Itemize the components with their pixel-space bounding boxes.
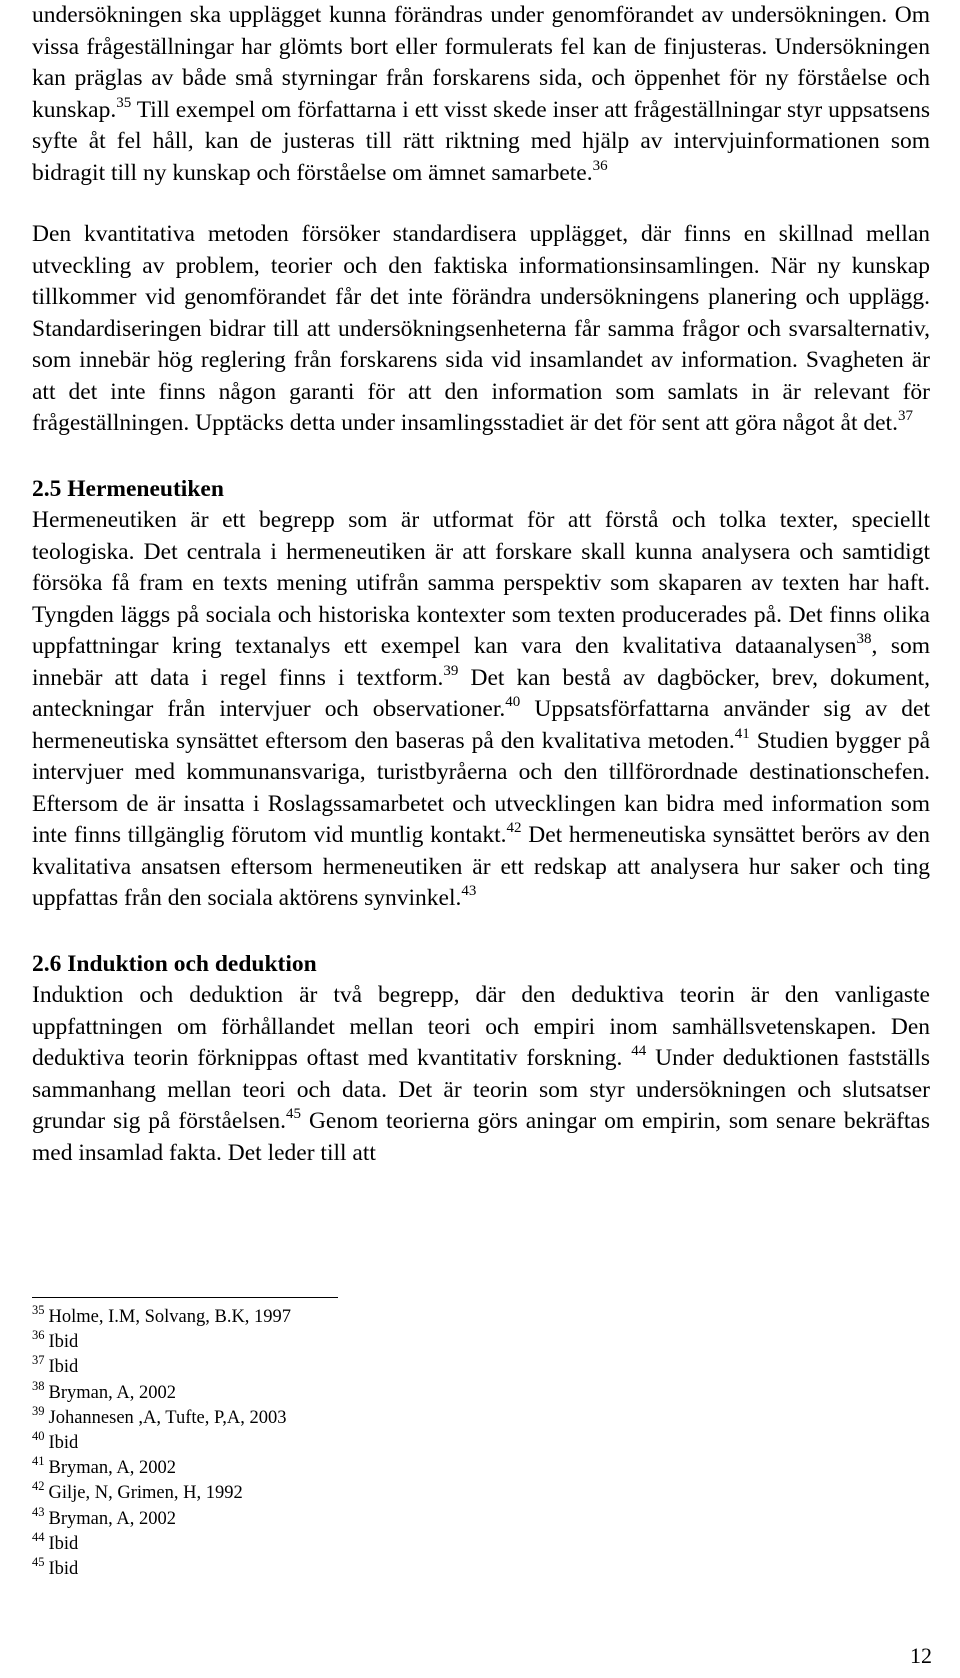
paragraph-quantitative-method	[32, 219, 930, 440]
paragraph-method-flexibility	[32, 0, 930, 189]
paragraph-text: Under deduktionen fastställs sammanhang mellan teori och data. Det är teorin som styr undersökningen och slutsatser grundar sig på förståelsen.	[32, 1045, 930, 1134]
paragraph-text: Hermeneutiken är ett begrepp som är utformat för att förstå och tolka texter, speciellt teologiska. Det centrala i hermeneutiken är att forskare skall kunna analysera och samtidigt försöka få fram en texts mening utifrån samma perspektiv som skaparen av texten har haft. Tyngden läggs på sociala och historiska kontexter som texten producerades på. Det finns olika uppfattningar kring textanalys ett exempel kan vara den kvalitativa dataanalysen	[32, 507, 930, 659]
footnote-number: 36	[32, 1328, 45, 1343]
footnote-number: 41	[32, 1454, 45, 1469]
footnote-list	[32, 1305, 632, 1582]
footnote-reference: 43	[461, 883, 477, 899]
footnote-number: 39	[32, 1403, 45, 1418]
footnote-reference: 45	[286, 1106, 302, 1122]
footnote	[32, 1456, 632, 1481]
footnote	[32, 1355, 632, 1380]
footnote-text: Ibid	[48, 1433, 79, 1454]
footnote-number: 42	[32, 1479, 45, 1494]
footnote-number: 44	[32, 1529, 45, 1544]
footnote-reference: 37	[897, 408, 913, 424]
page-number: 12	[910, 1643, 932, 1668]
footnote-number: 43	[32, 1504, 45, 1519]
paragraph-induction-deduction	[32, 980, 930, 1169]
footnote-reference: 42	[506, 820, 522, 836]
footnote-reference: 36	[592, 157, 608, 174]
section-heading-hermeneutics: 2.5 Hermeneutiken	[32, 475, 224, 502]
footnote	[32, 1504, 632, 1532]
footnote	[32, 1378, 632, 1406]
paragraph-text: Genom teorierna görs aningar om empirin, som senare bekräftas med insamlad fakta. Det leder till att	[32, 1108, 931, 1166]
paragraph-hermeneutics	[32, 505, 930, 915]
footnote-reference: 35	[116, 94, 132, 111]
page-content	[32, 0, 930, 1169]
footnote-number: 45	[32, 1555, 45, 1570]
footnote-separator	[32, 1297, 338, 1298]
footnote	[32, 1529, 632, 1557]
footnote-number: 40	[32, 1429, 45, 1444]
footnote-text: Ibid	[48, 1559, 79, 1580]
paragraph-text: Studien bygger på intervjuer med kommunansvariga, turistbyråerna och den tillförordnade destinationschefen. Eftersom de är insatta i Roslagssamarbetet och utvecklingen kan bidra med information som inte finns tillgänglig förutom vid muntlig kontakt.	[32, 727, 931, 848]
footnote-text: Bryman, A, 2002	[48, 1382, 176, 1403]
footnote-text: Bryman, A, 2002	[48, 1508, 176, 1529]
paragraph-text: Uppsatsförfattarna använder sig av det hermeneutiska synsättet eftersom den baseras på den kvalitativa metoden.	[32, 696, 930, 754]
footnote-text: Holme, I.M, Solvang, B.K, 1997	[48, 1307, 292, 1327]
footnote-number: 35	[32, 1303, 45, 1317]
paragraph-text: , som innebär att data i regel finns i textform.	[32, 633, 930, 691]
footnote-reference: 40	[505, 694, 521, 710]
footnote-reference: 44	[631, 1043, 647, 1059]
footnote	[32, 1431, 632, 1456]
footnote-text: Gilje, N, Grimen, H, 1992	[48, 1483, 243, 1504]
footnote	[32, 1557, 632, 1582]
footnote	[32, 1305, 632, 1330]
paragraph-text: undersökningen ska upplägget kunna förändras under genomförandet av undersökningen. Om vissa frågeställningar har glömts bort eller formulerats fel kan de finjusteras. Undersökningen kan präglas av både små styrningar från forskarens sida, och öppenhet för ny förståelse och kunskap.	[32, 2, 930, 123]
footnote-text: Ibid	[48, 1357, 79, 1378]
footnote-reference: 39	[443, 662, 459, 679]
footnote-text: Bryman, A, 2002	[48, 1458, 176, 1479]
footnote-number: 37	[32, 1353, 45, 1368]
paragraph-text: Till exempel om författarna i ett visst skede inser att frågeställningar styr uppsatsens syfte åt fel håll, kan de justeras till rätt riktning med hjälp av intervjuinformationen som bidragit till ny kunskap och förståelse om ämnet samarbete.	[32, 96, 930, 186]
footnote	[32, 1481, 632, 1506]
paragraph-text: Det hermeneutiska synsättet berörs av den kvalitativa ansatsen eftersom hermeneutiken är ett redskap att analysera hur saker och ting uppfattas från den sociala aktörens synvinkel.	[32, 822, 930, 911]
footnote	[32, 1330, 632, 1355]
section-heading-induction-deduction: 2.6 Induktion och deduktion	[32, 950, 317, 977]
footnote-reference: 41	[734, 725, 750, 742]
footnote-reference: 38	[856, 631, 872, 647]
footnote-text: Ibid	[48, 1332, 79, 1353]
footnote-number: 38	[32, 1378, 45, 1393]
footnote	[32, 1403, 632, 1431]
paragraph-text: Induktion och deduktion är två begrepp, där den deduktiva teorin är den vanligaste uppfattningen om förhållandet mellan teori och empiri inom samhällsvetenskapen. Den deduktiva teorin förknippas oftast med kvantitativ forskning.	[32, 982, 930, 1071]
footnote-text: Ibid	[48, 1533, 79, 1554]
paragraph-text: Den kvantitativa metoden försöker standardisera upplägget, där finns en skillnad mellan utveckling av problem, teorier och den faktiska informationsinsamlingen. När ny kunskap tillkommer vid genomförandet får det inte förändra undersökningens planering och upplägg. Standardiseringen bidrar till att undersökningsenheterna får samma frågor och svarsalternativ, som innebär hög reglering från forskarens sida vid insamlandet av information. Svagheten är att det inte finns någon garanti för att den information som samlats in är relevant för frågeställningen. Upptäcks detta under insamlingsstadiet är det för sent att göra något åt det.	[32, 221, 930, 436]
paragraph-text: Det kan bestå av dagböcker, brev, dokument, anteckningar från intervjuer och observationer.	[32, 664, 930, 722]
footnote-text: Johannesen ,A, Tufte, P,A, 2003	[48, 1407, 287, 1428]
